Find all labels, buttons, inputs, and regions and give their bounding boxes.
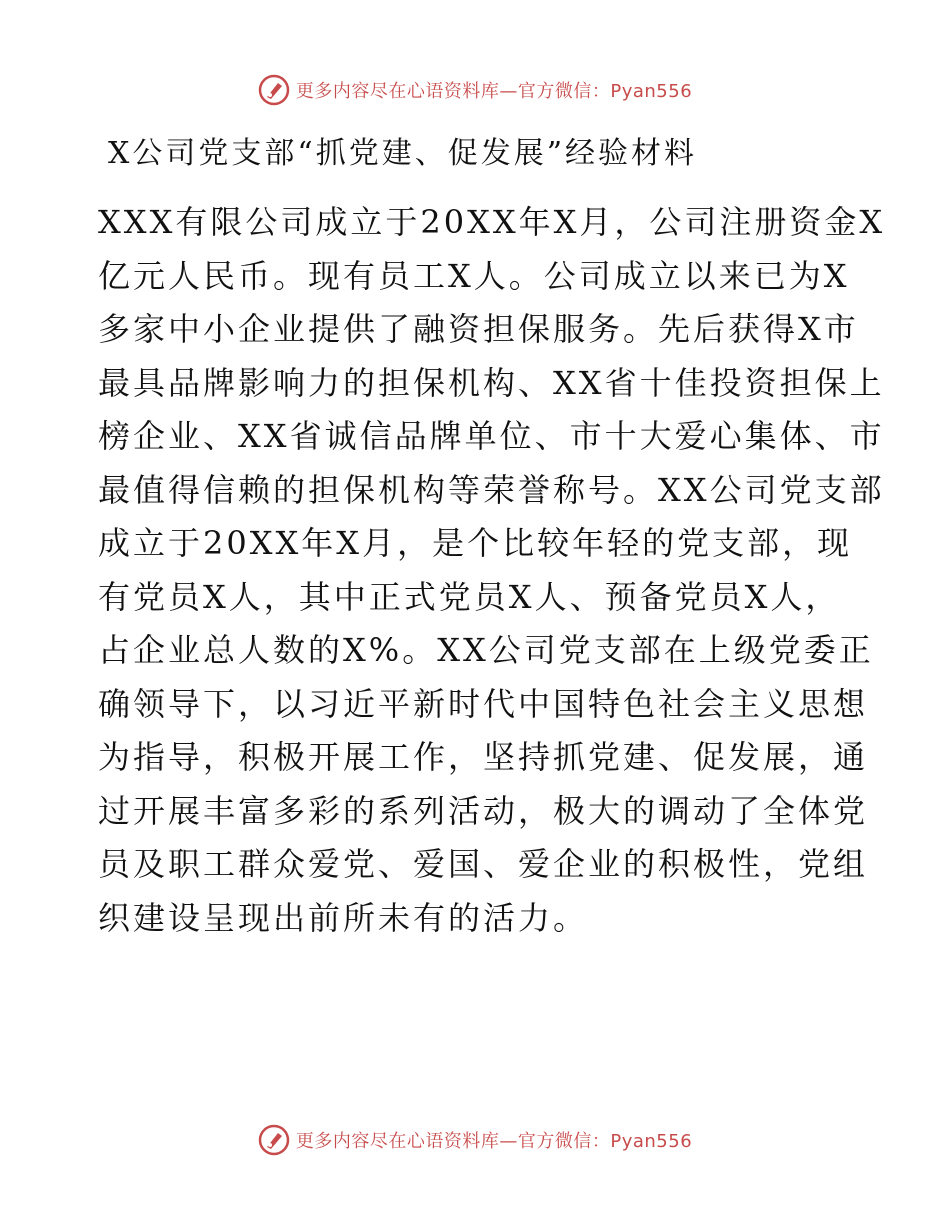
header-banner-text: 更多内容尽在心语资料库—官方微信：Pyan556: [295, 81, 693, 102]
body-line: 占企业总人数的X%。XX公司党支部在上级党委正: [98, 631, 874, 669]
body-line: 最值得信赖的担保机构等荣誉称号。XX公司党支部: [98, 470, 885, 509]
document-title: X公司党支部“抓党建、促发展”经验材料: [108, 136, 698, 171]
body-line: 员及职工群众爱党、爱国、爱企业的积极性，党组: [98, 845, 869, 883]
body-line: 过开展丰富多彩的系列活动，极大的调动了全体党: [98, 791, 869, 830]
body-line: 多家中小企业提供了融资担保服务。先后获得X市: [98, 310, 859, 348]
body-line: XXX有限公司成立于20XX年X月，公司注册资金X: [98, 203, 886, 241]
document-body: [98, 196, 886, 945]
body-line: 成立于20XX年X月，是个比较年轻的党支部，现: [98, 524, 853, 562]
header-banner: [0, 72, 950, 108]
body-line: 确领导下，以习近平新时代中国特色社会主义思想: [98, 684, 869, 723]
footer-banner: [0, 1122, 950, 1158]
body-line: 榜企业、XX省诚信品牌单位、市十大爱心集体、市: [98, 417, 885, 455]
body-line: 亿元人民币。现有员工X人。公司成立以来已为X: [98, 256, 850, 295]
body-line: 织建设呈现出前所未有的活力。: [98, 898, 589, 937]
pen-nib-logo-icon: [258, 74, 290, 106]
body-line: 为指导，积极开展工作，坚持抓党建、促发展，通: [98, 738, 869, 776]
pen-nib-logo-icon: [258, 1124, 290, 1156]
body-line: 最具品牌影响力的担保机构、XX省十佳投资担保上: [98, 363, 885, 402]
body-line: 有党员X人，其中正式党员X人、预备党员X人，: [98, 577, 841, 616]
footer-banner-text: 更多内容尽在心语资料库—官方微信：Pyan556: [295, 1131, 693, 1152]
